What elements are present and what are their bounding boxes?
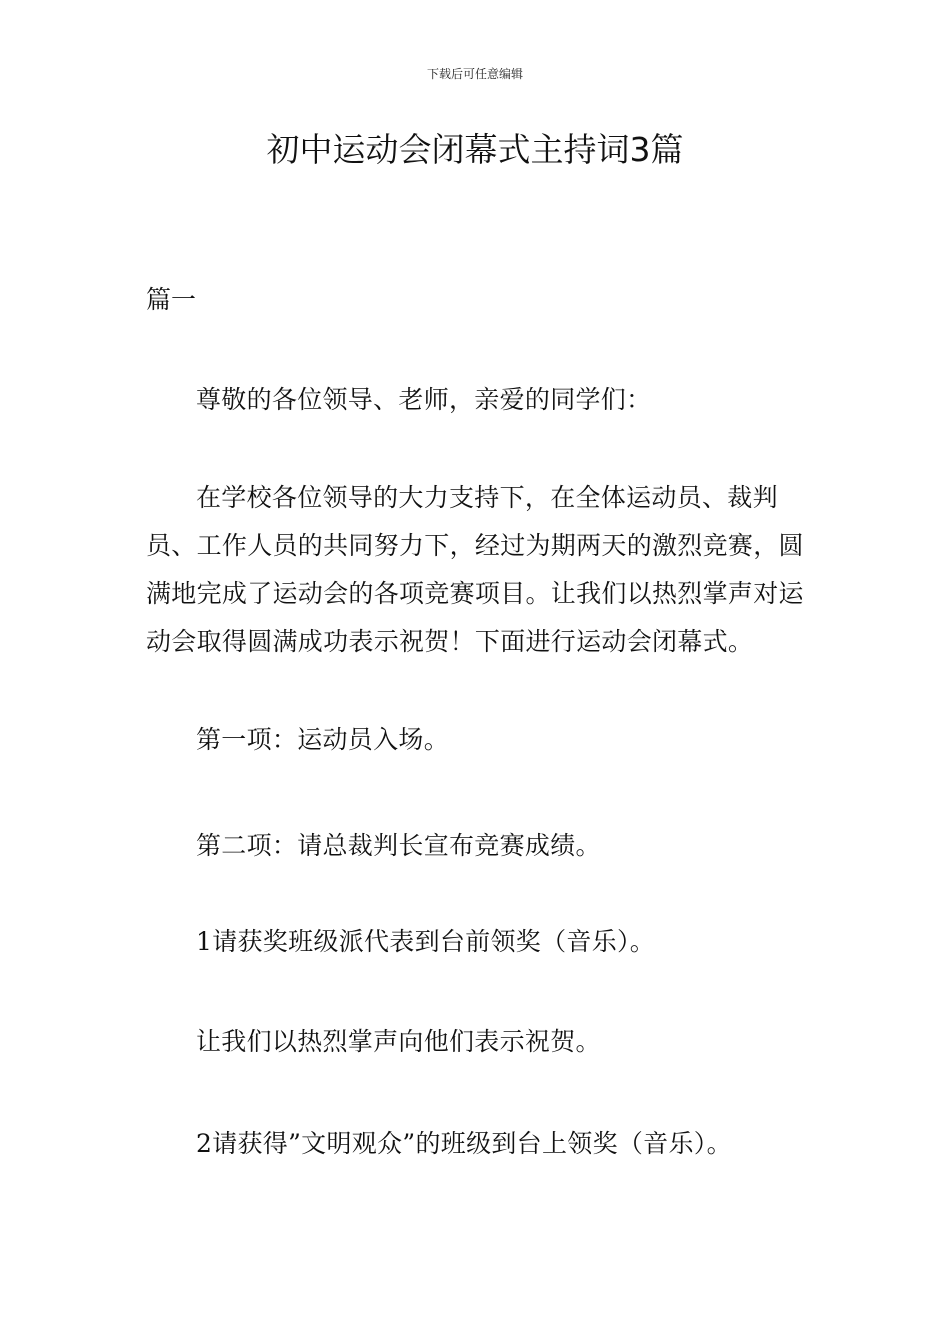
document-title: 初中运动会闭幕式主持词3篇	[266, 130, 684, 169]
paragraph-intro: 在学校各位领导的大力支持下，在全体运动员、裁判员、工作人员的共同努力下，经过为期两天的激烈竞赛，圆满地完成了运动会的各项竞赛项目。让我们以热烈掌声对运动会取得圆满成功表示祝贺！下面进行运动会闭幕式。	[146, 483, 804, 656]
paragraph-greeting: 尊敬的各位领导、老师，亲爱的同学们：	[196, 385, 652, 414]
paragraph-applause: 让我们以热烈掌声向他们表示祝贺。	[196, 1027, 601, 1056]
paragraph-award-classes: 1请获奖班级派代表到台前领奖（音乐）。	[196, 927, 656, 956]
paragraph-item-one: 第一项：运动员入场。	[196, 725, 450, 754]
paragraph-item-two: 第二项：请总裁判长宣布竞赛成绩。	[196, 831, 601, 860]
paragraph-civilized-audience: 2请获得”文明观众”的班级到台上领奖（音乐）。	[196, 1129, 732, 1158]
section-label: 篇一	[146, 285, 197, 314]
header-note: 下载后可任意编辑	[426, 67, 523, 81]
